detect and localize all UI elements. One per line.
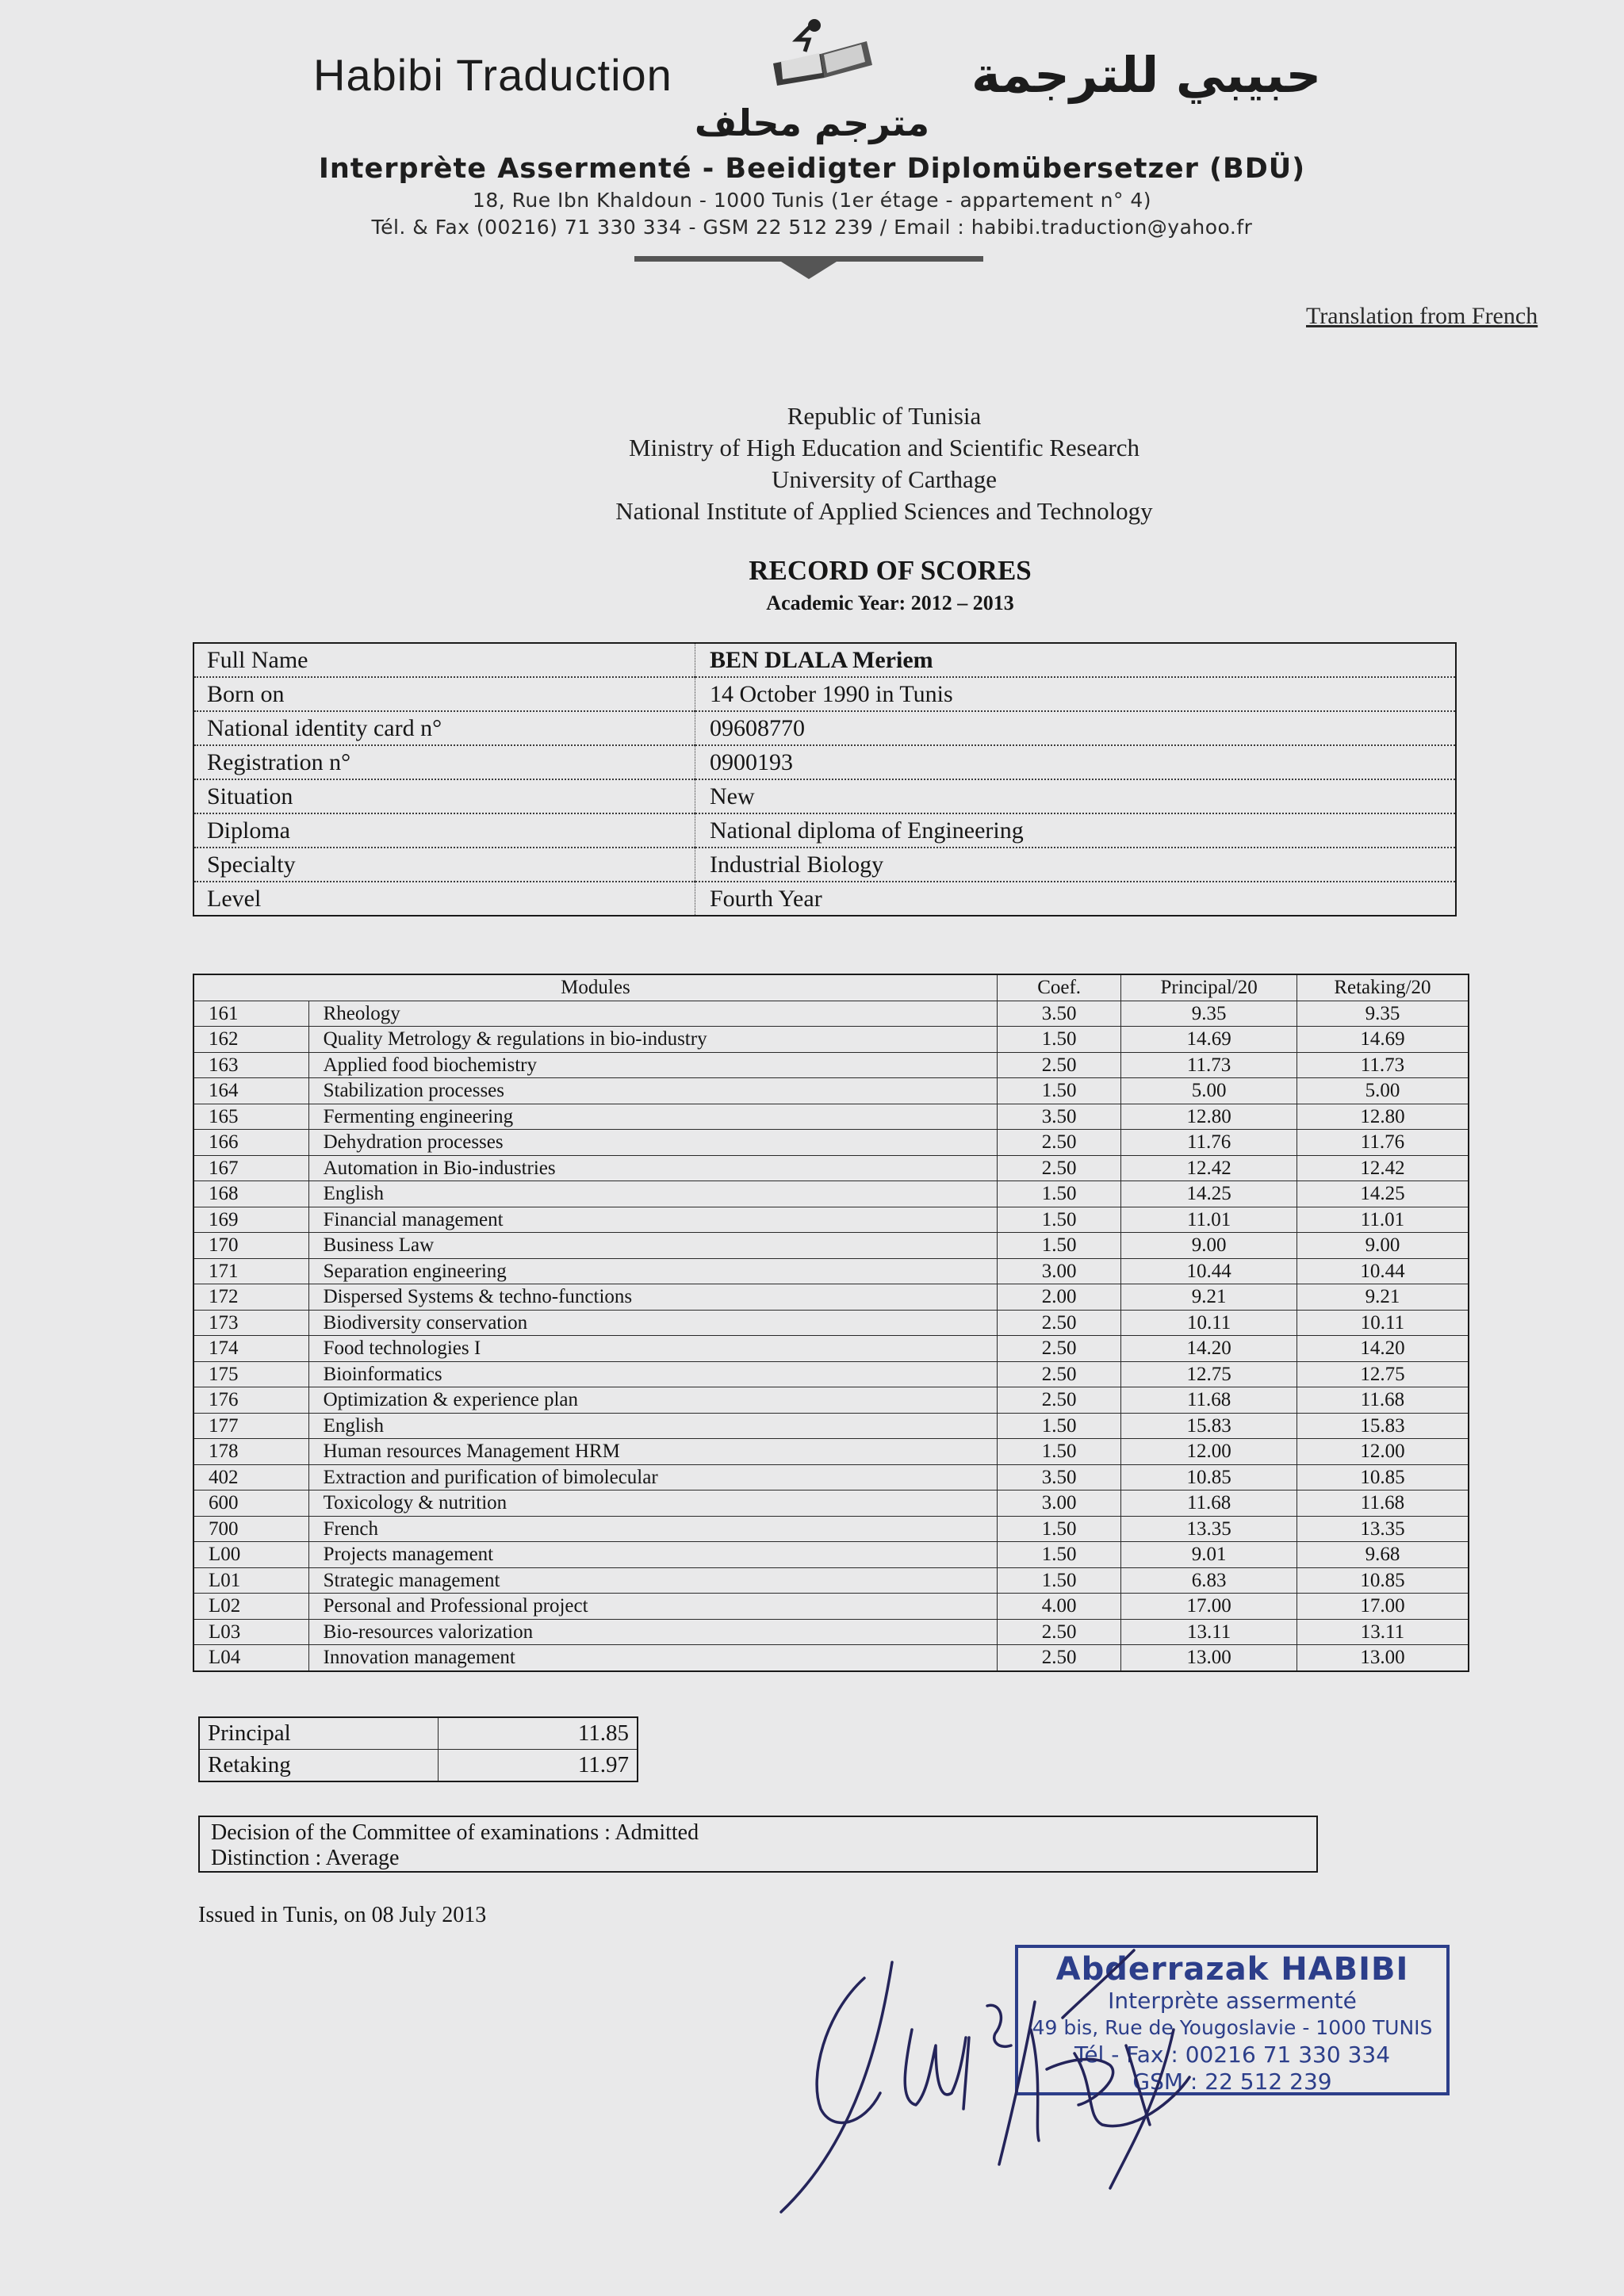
principal-score: 12.00 — [1121, 1439, 1297, 1465]
module-code: L04 — [193, 1645, 308, 1671]
module-name: Human resources Management HRM — [308, 1439, 997, 1465]
principal-score: 6.83 — [1121, 1567, 1297, 1594]
module-name: Extraction and purification of bimolecular — [308, 1464, 997, 1490]
identity-value: Fourth Year — [710, 886, 822, 912]
letterhead-address: 18, Rue Ibn Khaldoun - 1000 Tunis (1er étage - appartement n° 4) — [472, 189, 1152, 212]
score-row — [193, 1361, 1469, 1387]
identity-value: BEN DLALA Meriem — [695, 643, 1457, 677]
module-name: Strategic management — [308, 1567, 997, 1594]
principal-score: 10.85 — [1121, 1464, 1297, 1490]
module-code: 165 — [193, 1104, 308, 1130]
retaking-score: 9.68 — [1297, 1542, 1469, 1568]
module-name: Automation in Bio-industries — [308, 1155, 997, 1181]
score-row — [193, 1078, 1469, 1104]
module-name: Optimization & experience plan — [308, 1387, 997, 1414]
coefficient: 1.50 — [997, 1413, 1121, 1439]
score-row — [193, 1001, 1469, 1027]
module-code: 172 — [193, 1284, 308, 1311]
coefficient: 2.50 — [997, 1155, 1121, 1181]
identity-label: Specialty — [193, 848, 695, 882]
score-row — [193, 1155, 1469, 1181]
identity-row — [193, 779, 1456, 813]
scores-header-row — [193, 974, 1469, 1001]
score-row — [193, 1464, 1469, 1490]
distinction: Distinction : Average — [211, 1846, 400, 1870]
score-row — [193, 1413, 1469, 1439]
module-code: 402 — [193, 1464, 308, 1490]
brand-name-french: Habibi Traduction — [313, 50, 672, 100]
module-name: Dehydration processes — [308, 1130, 997, 1156]
coefficient: 1.50 — [997, 1078, 1121, 1104]
coefficient: 1.50 — [997, 1207, 1121, 1233]
retaking-score: 11.73 — [1297, 1052, 1469, 1078]
module-code: 169 — [193, 1207, 308, 1233]
coefficient: 3.00 — [997, 1490, 1121, 1517]
principal-score: 9.01 — [1121, 1542, 1297, 1568]
coefficient: 2.50 — [997, 1336, 1121, 1362]
header-modules: Modules — [193, 974, 997, 1001]
module-code: 174 — [193, 1336, 308, 1362]
module-name: Bio-resources valorization — [308, 1619, 997, 1645]
module-name: Dispersed Systems & techno-functions — [308, 1284, 997, 1311]
issuer-university: University of Carthage — [771, 465, 998, 493]
coefficient: 1.50 — [997, 1027, 1121, 1053]
score-row — [193, 1542, 1469, 1568]
retaking-score: 10.85 — [1297, 1464, 1469, 1490]
principal-score: 12.42 — [1121, 1155, 1297, 1181]
module-name: Separation engineering — [308, 1258, 997, 1284]
module-code: 162 — [193, 1027, 308, 1053]
retaking-score: 13.35 — [1297, 1516, 1469, 1542]
module-code: 171 — [193, 1258, 308, 1284]
retaking-score: 14.69 — [1297, 1027, 1469, 1053]
issuer-ministry: Ministry of High Education and Scientific Research — [629, 434, 1139, 461]
principal-score: 14.20 — [1121, 1336, 1297, 1362]
module-code: L00 — [193, 1542, 308, 1568]
identity-label: Full Name — [193, 643, 695, 677]
average-label: Retaking — [199, 1750, 439, 1782]
coefficient: 1.50 — [997, 1516, 1121, 1542]
module-name: Fermenting engineering — [308, 1104, 997, 1130]
principal-score: 11.68 — [1121, 1387, 1297, 1414]
module-name: Innovation management — [308, 1645, 997, 1671]
handwritten-signature — [761, 1942, 1411, 2228]
coefficient: 3.00 — [997, 1258, 1121, 1284]
module-code: 176 — [193, 1387, 308, 1414]
retaking-score: 17.00 — [1297, 1594, 1469, 1620]
identity-row — [193, 745, 1456, 779]
identity-value: Industrial Biology — [695, 848, 1457, 882]
principal-score: 10.11 — [1121, 1310, 1297, 1336]
principal-score: 5.00 — [1121, 1078, 1297, 1104]
score-row — [193, 1104, 1469, 1130]
principal-score: 9.21 — [1121, 1284, 1297, 1311]
retaking-score: 11.68 — [1297, 1490, 1469, 1517]
identity-row — [193, 643, 1456, 677]
retaking-score: 12.75 — [1297, 1361, 1469, 1387]
module-code: 163 — [193, 1052, 308, 1078]
retaking-score: 9.35 — [1297, 1001, 1469, 1027]
identity-value: 14 October 1990 in Tunis — [695, 677, 1457, 711]
retaking-score: 11.01 — [1297, 1207, 1469, 1233]
retaking-score: 10.44 — [1297, 1258, 1469, 1284]
academic-year: Academic Year: 2012 – 2013 — [766, 591, 1014, 614]
coefficient: 3.50 — [997, 1104, 1121, 1130]
module-code: 168 — [193, 1181, 308, 1207]
identity-label: Diploma — [193, 813, 695, 848]
module-name: Toxicology & nutrition — [308, 1490, 997, 1517]
average-row — [199, 1717, 638, 1750]
principal-score: 17.00 — [1121, 1594, 1297, 1620]
coefficient: 2.50 — [997, 1130, 1121, 1156]
identity-label: Level — [193, 882, 695, 916]
principal-score: 11.01 — [1121, 1207, 1297, 1233]
score-row — [193, 1027, 1469, 1053]
retaking-score: 9.21 — [1297, 1284, 1469, 1311]
principal-score: 13.00 — [1121, 1645, 1297, 1671]
module-code: L03 — [193, 1619, 308, 1645]
principal-score: 12.75 — [1121, 1361, 1297, 1387]
principal-score: 9.35 — [1121, 1001, 1297, 1027]
principal-score: 15.83 — [1121, 1413, 1297, 1439]
brand-name-arabic: حبيبي للترجمة — [971, 46, 1322, 104]
retaking-score: 13.00 — [1297, 1645, 1469, 1671]
coefficient: 4.00 — [997, 1594, 1121, 1620]
retaking-score: 12.42 — [1297, 1155, 1469, 1181]
issuer-block — [0, 400, 1624, 527]
module-name: English — [308, 1413, 997, 1439]
score-row — [193, 1207, 1469, 1233]
module-name: Rheology — [308, 1001, 997, 1027]
identity-value: 0900193 — [695, 745, 1457, 779]
retaking-score: 5.00 — [1297, 1078, 1469, 1104]
coefficient: 2.50 — [997, 1645, 1121, 1671]
module-code: L01 — [193, 1567, 308, 1594]
retaking-score: 15.83 — [1297, 1413, 1469, 1439]
retaking-score: 12.00 — [1297, 1439, 1469, 1465]
coefficient: 2.50 — [997, 1361, 1121, 1387]
principal-score: 14.25 — [1121, 1181, 1297, 1207]
module-code: 600 — [193, 1490, 308, 1517]
stamp-name: Abderrazak HABIBI — [1055, 1951, 1409, 1988]
letterhead-contact: Tél. & Fax (00216) 71 330 334 - GSM 22 512 239 / Email : habibi.traduction@yahoo.fr — [371, 216, 1253, 239]
principal-score: 9.00 — [1121, 1233, 1297, 1259]
score-row — [193, 1594, 1469, 1620]
module-code: 170 — [193, 1233, 308, 1259]
score-row — [193, 1619, 1469, 1645]
document-title: RECORD OF SCORES — [749, 555, 1032, 586]
retaking-score: 10.85 — [1297, 1567, 1469, 1594]
decision-box — [198, 1816, 1318, 1873]
score-row — [193, 1233, 1469, 1259]
retaking-score: 14.20 — [1297, 1336, 1469, 1362]
stamp-phone: Tél - Fax : 00216 71 330 334 — [1074, 2042, 1391, 2068]
stamp-gsm: GSM : 22 512 239 — [1132, 2068, 1332, 2095]
module-code: 164 — [193, 1078, 308, 1104]
identity-label: National identity card n° — [193, 711, 695, 745]
score-row — [193, 1258, 1469, 1284]
coefficient: 1.50 — [997, 1567, 1121, 1594]
module-name: Projects management — [308, 1542, 997, 1568]
retaking-score: 13.11 — [1297, 1619, 1469, 1645]
coefficient: 1.50 — [997, 1439, 1121, 1465]
average-label: Principal — [199, 1717, 439, 1750]
principal-score: 12.80 — [1121, 1104, 1297, 1130]
score-row — [193, 1490, 1469, 1517]
stamp-title: Interprète assermenté — [1108, 1988, 1357, 2014]
stamp-address: 49 bis, Rue de Yougoslavie - 1000 TUNIS — [1032, 2016, 1433, 2039]
module-name: Bioinformatics — [308, 1361, 997, 1387]
identity-row — [193, 813, 1456, 848]
module-code: 700 — [193, 1516, 308, 1542]
retaking-score: 11.68 — [1297, 1387, 1469, 1414]
retaking-score: 14.25 — [1297, 1181, 1469, 1207]
module-code: 173 — [193, 1310, 308, 1336]
score-row — [193, 1310, 1469, 1336]
principal-score: 11.73 — [1121, 1052, 1297, 1078]
module-name: Personal and Professional project — [308, 1594, 997, 1620]
score-row — [193, 1516, 1469, 1542]
module-code: 177 — [193, 1413, 308, 1439]
coefficient: 1.50 — [997, 1542, 1121, 1568]
average-value: 11.97 — [439, 1750, 638, 1782]
identity-label: Registration n° — [193, 745, 695, 779]
identity-table — [193, 642, 1457, 916]
coefficient: 3.50 — [997, 1464, 1121, 1490]
identity-value: 09608770 — [695, 711, 1457, 745]
identity-row — [193, 882, 1456, 916]
identity-value: National diploma of Engineering — [695, 813, 1457, 848]
coefficient: 3.50 — [997, 1001, 1121, 1027]
coefficient: 2.50 — [997, 1052, 1121, 1078]
module-name: Food technologies I — [308, 1336, 997, 1362]
identity-label: Situation — [193, 779, 695, 813]
coefficient: 1.50 — [997, 1233, 1121, 1259]
header-coef: Coef. — [997, 974, 1121, 1001]
score-row — [193, 1567, 1469, 1594]
principal-score: 11.76 — [1121, 1130, 1297, 1156]
module-name: French — [308, 1516, 997, 1542]
coefficient: 2.50 — [997, 1310, 1121, 1336]
score-row — [193, 1130, 1469, 1156]
coefficient: 2.50 — [997, 1387, 1121, 1414]
module-name: Business Law — [308, 1233, 997, 1259]
principal-score: 13.35 — [1121, 1516, 1297, 1542]
module-code: 167 — [193, 1155, 308, 1181]
module-name: Financial management — [308, 1207, 997, 1233]
module-name: Quality Metrology & regulations in bio-industry — [308, 1027, 997, 1053]
score-row — [193, 1387, 1469, 1414]
score-row — [193, 1181, 1469, 1207]
interpreter-title: Interprète Assermenté - Beeidigter Diplomübersetzer (BDÜ) — [318, 153, 1306, 185]
identity-row — [193, 711, 1456, 745]
translation-note: Translation from French — [1306, 303, 1538, 329]
module-name: Stabilization processes — [308, 1078, 997, 1104]
principal-score: 10.44 — [1121, 1258, 1297, 1284]
committee-decision: Decision of the Committee of examinations : Admitted — [211, 1820, 699, 1845]
score-row — [193, 1336, 1469, 1362]
score-row — [193, 1439, 1469, 1465]
score-row — [193, 1645, 1469, 1671]
averages-table — [198, 1716, 638, 1782]
module-code: 178 — [193, 1439, 308, 1465]
letterhead-divider — [634, 252, 983, 281]
identity-label: Born on — [193, 677, 695, 711]
module-code: 166 — [193, 1130, 308, 1156]
retaking-score: 10.11 — [1297, 1310, 1469, 1336]
average-value: 11.85 — [439, 1717, 638, 1750]
scores-table — [193, 974, 1469, 1672]
module-name: Applied food biochemistry — [308, 1052, 997, 1078]
identity-row — [193, 848, 1456, 882]
module-name: English — [308, 1181, 997, 1207]
coefficient: 2.50 — [997, 1619, 1121, 1645]
module-name: Biodiversity conservation — [308, 1310, 997, 1336]
open-book-logo-icon — [765, 16, 884, 87]
module-code: 175 — [193, 1361, 308, 1387]
score-row — [193, 1284, 1469, 1311]
header-principal: Principal/20 — [1121, 974, 1297, 1001]
retaking-score: 12.80 — [1297, 1104, 1469, 1130]
retaking-score: 11.76 — [1297, 1130, 1469, 1156]
identity-value: New — [695, 779, 1457, 813]
score-row — [193, 1052, 1469, 1078]
principal-score: 11.68 — [1121, 1490, 1297, 1517]
retaking-score: 9.00 — [1297, 1233, 1469, 1259]
header-retaking: Retaking/20 — [1297, 974, 1469, 1001]
identity-row — [193, 677, 1456, 711]
issuer-institute: National Institute of Applied Sciences and Technology — [615, 497, 1153, 525]
sworn-translator-arabic: مترجم محلف — [694, 101, 930, 144]
coefficient: 1.50 — [997, 1181, 1121, 1207]
principal-score: 14.69 — [1121, 1027, 1297, 1053]
coefficient: 2.00 — [997, 1284, 1121, 1311]
module-code: L02 — [193, 1594, 308, 1620]
average-row — [199, 1750, 638, 1782]
principal-score: 13.11 — [1121, 1619, 1297, 1645]
issuer-country: Republic of Tunisia — [787, 402, 982, 430]
module-code: 161 — [193, 1001, 308, 1027]
issue-date: Issued in Tunis, on 08 July 2013 — [198, 1903, 487, 1927]
